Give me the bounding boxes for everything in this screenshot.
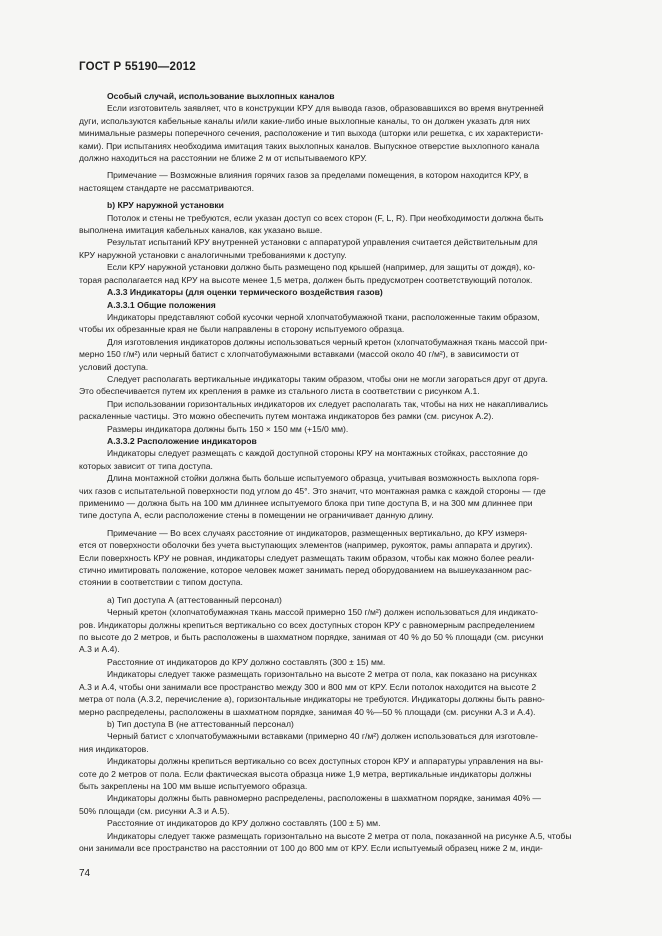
text-line: Черный кретон (хлопчатобумажная ткань массой примерно 150 г/м²) должен использоваться для индикато- [107, 607, 539, 618]
text-line: мерно 150 г/м²) или черный батист с хлопчатобумажными вставками (массой около 40 г/м²), в зависимости от [79, 349, 520, 360]
text-line: А.3 и А.4). [79, 644, 120, 655]
text-line: стично имитировать положение, которое человек может занимать перед оборудованием на вышеуказанном рас- [79, 565, 532, 576]
text-line: Если изготовитель заявляет, что в конструкции КРУ для вывода газов, образовавшихся во время внутренней [107, 103, 544, 114]
text-line: Длина монтажной стойки должна быть больше испытуемого образца, учитывая возможность выхлопа горя- [107, 473, 539, 484]
text-line: дуги, используются кабельные каналы и/или какие-либо иные выхлопные каналы, то он должен указать для них [79, 115, 531, 126]
text-line: а) Тип доступа А (аттестованный персонал) [107, 594, 282, 605]
text-line: Если поверхность КРУ не ровная, индикаторы следует размещать таким образом, чтобы как можно более реали- [79, 552, 535, 563]
text-line: они занимали все пространство на расстоянии от 100 до 800 мм от КРУ. Если испытуемый образец ниже 2 м, инди- [79, 842, 543, 853]
text-line: соте до 2 метров от пола. Если фактическая высота образца ниже 1,9 метра, вертикальные индикаторы должны [79, 768, 532, 779]
text-line: Расстояние от индикаторов до КРУ должно составлять (300 ± 15) мм. [107, 656, 386, 667]
text-line: А.3.3.1 Общие положения [107, 299, 216, 310]
text-line: А.3 и А.4, чтобы они занимали все пространство между 300 и 800 мм от КРУ. Если потолок находится на высоте 2 [79, 681, 537, 692]
text-line: А.3.3.2 Расположение индикаторов [107, 435, 257, 446]
text-line: 50% площади (см. рисунки А.3 и А.5). [79, 805, 230, 816]
text-line: Если КРУ наружной установки должно быть размещено под крышей (например, для защиты от дождя), ко- [107, 262, 536, 273]
text-line: Индикаторы следует также размещать горизонтально на высоте 2 метра от пола, как показано на рисунках [107, 669, 537, 680]
text-line: быть закреплены на 100 мм выше испытуемого образца. [79, 780, 308, 791]
text-line: А.3.3 Индикаторы (для оценки термического воздействия газов) [107, 287, 383, 298]
text-line: Для изготовления индикаторов должны использоваться черный кретон (хлопчатобумажная ткань массой при- [107, 336, 548, 347]
text-line: Индикаторы должны крепиться вертикально со всех доступных сторон КРУ и аппаратуры управления на вы- [107, 756, 544, 767]
text-line: Потолок и стены не требуются, если указан доступ со всех сторон (F, L, R). При необходимости должна быть [107, 212, 544, 223]
text-line: Индикаторы следует размещать с каждой доступной стороны КРУ на монтажных стойках, расстояние до [107, 448, 528, 459]
text-line: Особый случай, использование выхлопных каналов [107, 91, 335, 101]
text-line: КРУ наружной установки с аналогичными требованиями к доступу. [79, 249, 347, 260]
text-line: Это обеспечивается путем их крепления в рамке из стального листа в соответствии с рисунком А.1. [79, 386, 480, 397]
text-line: Индикаторы должны быть равномерно распределены, расположены в шахматном порядке, занимая 40% — [107, 793, 542, 804]
text-line: по высоте до 2 метров, и быть расположены в шахматном порядке, занимая от 40 % до 50 % площади (см. рисунки [79, 632, 544, 643]
text-line: чтобы их обрезанные края не были направлены в сторону испытуемого образца. [79, 324, 405, 335]
document-body [79, 90, 585, 854]
text-line: минимальные размеры поперечного сечения, расположение и тип выхода (шторки или решетка, с их характеристи- [79, 128, 544, 139]
text-line: Следует располагать вертикальные индикаторы таким образом, чтобы они не могли загораться друг от друга. [107, 373, 548, 384]
text-line: ками). При испытаниях необходима имитация таких выхлопных каналов. Выпускное отверстие выхлопного канала [79, 140, 540, 151]
text-line: метра от пола (А.3.2, перечисление а), горизонтальные индикаторы не требуются. Индикаторы должны быть равно- [79, 694, 545, 705]
text-line: Черный батист с хлопчатобумажными вставками (примерно 40 г/м²) должен использоваться для изготовле- [107, 731, 538, 742]
text-line: Примечание — Возможные влияния горячих газов за пределами помещения, в котором находится КРУ, в [107, 170, 529, 181]
text-line: b) Тип доступа В (не аттестованный персонал) [107, 718, 294, 729]
text-line: Индикаторы представляют собой кусочки черной хлопчатобумажной ткани, расположенные таким образом, [107, 311, 540, 322]
text-line: мерно распределены, расположены в шахматном порядке, занимая 40 %—50 % площади (см. рисунки А.3 и А.4). [79, 706, 536, 717]
page-number: 74 [79, 868, 91, 879]
text-line: Расстояние от индикаторов до КРУ должно составлять (100 ± 5) мм. [107, 818, 381, 829]
text-line: должно находиться на расстоянии не ближе 2 м от испытываемого КРУ. [79, 153, 367, 164]
text-line: При использовании горизонтальных индикаторов их следует располагать так, чтобы на них не накапливались [107, 398, 549, 409]
document-header: ГОСТ Р 55190—2012 [79, 61, 196, 73]
text-line: ется от поверхности оболочки без учета выступающих элементов (например, рукояток, рамы аппарата и других). [79, 540, 533, 551]
text-line: ния индикаторов. [79, 743, 149, 754]
text-line: Примечание — Во всех случаях расстояние от индикаторов, размещенных вертикально, до КРУ измеря- [107, 527, 528, 538]
text-line: Результат испытаний КРУ внутренней установки с аппаратурой управления считается действительным для [107, 237, 538, 248]
text-line: Размеры индикатора должны быть 150 × 150 мм (+15/0 мм). [107, 423, 349, 434]
text-line: которых зависит от типа доступа. [79, 460, 213, 471]
text-line: настоящем стандарте не рассматриваются. [79, 182, 254, 193]
text-line: применимо — должна быть на 100 мм длиннее испытуемого блока при типе доступа В, и на 300 мм длиннее при [79, 498, 533, 508]
text-line: ров. Индикаторы должны крепиться вертикально со всех доступных сторон КРУ с равномерным распределением [79, 619, 535, 630]
text-line: торая располагается над КРУ на высоте менее 1,5 метра, должен быть предусмотрен соответствующий потолок. [79, 274, 533, 285]
text-line: стоянии в соответствии с типом доступа. [79, 577, 243, 588]
text-line: условий доступа. [79, 361, 149, 372]
text-line: чих газов с испытательной поверхности под углом до 45°. Это значит, что монтажная рамка с каждой стороны — где [79, 485, 546, 496]
text-line: раскаленные частицы. Это можно обеспечить путем монтажа индикаторов без рамки (см. рисунок А.2). [79, 411, 494, 422]
text-line: типе доступа А, если расположение стены в помещении не ограничивает данную длину. [79, 510, 434, 521]
text-line: Индикаторы следует также размещать горизонтально на высоте 2 метра от пола, показанной на рисунке А.5, чтобы [107, 830, 572, 841]
text-line: выполнена имитация кабельных каналов, как указано выше. [79, 225, 323, 236]
text-line: b) КРУ наружной установки [107, 200, 224, 211]
